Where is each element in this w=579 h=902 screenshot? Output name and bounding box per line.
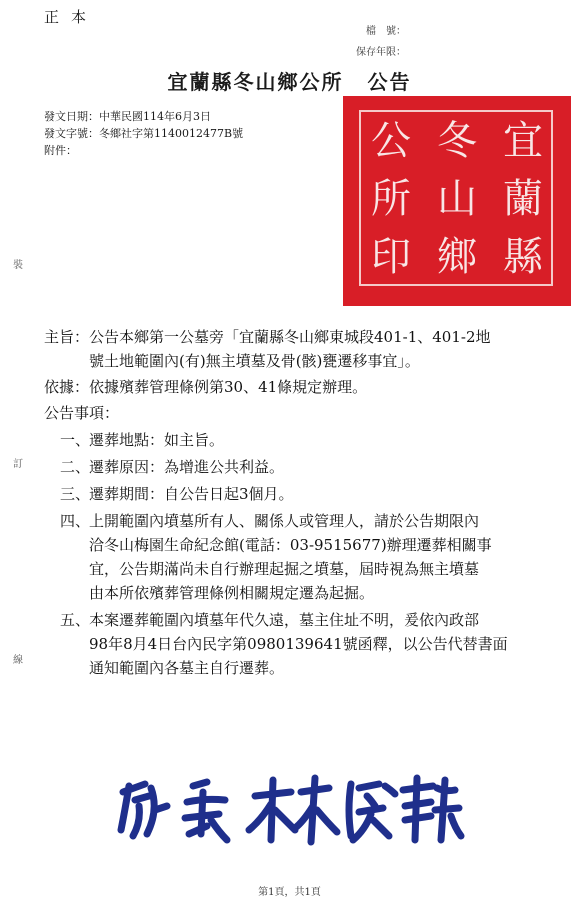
document-type: 公告 xyxy=(367,70,412,94)
basis-text: 依據殯葬管理條例第30、41條規定辦理。 xyxy=(89,378,368,396)
item-line: 由本所依殯葬管理條例相關規定遷為起掘。 xyxy=(89,584,375,602)
seal-char: 印 xyxy=(371,234,411,280)
item-number: 三、 xyxy=(60,485,91,503)
seal-char: 縣 xyxy=(503,234,543,280)
item-line: 遷葬地點：如主旨。 xyxy=(89,431,225,449)
item-line: 遷葬原因：為增進公共利益。 xyxy=(89,458,285,476)
seal-char: 鄉 xyxy=(437,234,477,280)
attachment-label: 附件： xyxy=(44,144,77,157)
retention-period-label: 保存年限： xyxy=(356,47,406,58)
seal-char: 宜 xyxy=(503,118,543,164)
item-number: 四、 xyxy=(60,512,91,530)
seal-border xyxy=(359,110,553,286)
binding-mark: 裝 xyxy=(13,260,23,271)
binding-mark: 線 xyxy=(13,655,23,666)
subject-line: 號土地範圍內(有)無主墳墓及骨(骸)甕遷移事宜」。 xyxy=(89,352,420,370)
item-number: 一、 xyxy=(60,431,91,449)
item-line: 宜，公告期滿尚未自行辦理起掘之墳墓，屆時視為無主墳墓 xyxy=(89,560,480,578)
item-number: 五、 xyxy=(60,611,91,629)
items-heading: 公告事項： xyxy=(44,404,120,422)
subject-label: 主旨： xyxy=(44,328,90,346)
issue-date: 發文日期：中華民國114年6月3日 xyxy=(44,110,211,123)
item-line: 本案遷葬範圍內墳墓年代久遠，墓主住址不明，爰依內政部 xyxy=(89,611,480,629)
official-seal xyxy=(343,96,571,306)
document-title xyxy=(0,66,579,95)
item-line: 上開範圍內墳墓所有人、關係人或管理人，請於公告期限內 xyxy=(89,512,480,530)
item-line: 通知範圍內各墓主自行遷葬。 xyxy=(89,659,285,677)
item-line: 遷葬期間：自公告日起3個月。 xyxy=(89,485,294,503)
seal-char: 公 xyxy=(371,118,411,164)
document-number: 發文字號：冬鄉社字第1140012477B號 xyxy=(44,127,244,140)
file-number-label: 檔 號： xyxy=(366,26,406,37)
binding-mark: 訂 xyxy=(13,459,23,470)
seal-char: 冬 xyxy=(437,118,477,164)
seal-char: 所 xyxy=(371,176,411,222)
page-number: 第1頁，共1頁 xyxy=(258,887,321,898)
item-line: 洽冬山梅園生命紀念館(電話：03-9515677)辦理遷葬相關事 xyxy=(89,536,492,554)
item-line: 98年8月4日台內民字第0980139641號函釋，以公告代替書面 xyxy=(89,635,508,653)
seal-char: 山 xyxy=(437,176,477,222)
mayor-signature xyxy=(115,770,465,850)
basis-label: 依據： xyxy=(44,378,90,396)
copy-mark: 正本 xyxy=(44,8,99,26)
issuing-org: 宜蘭縣冬山鄉公所 xyxy=(167,70,344,94)
item-number: 二、 xyxy=(60,458,91,476)
subject-line: 公告本鄉第一公墓旁「宜蘭縣冬山鄉東城段401-1、401-2地 xyxy=(89,328,491,346)
seal-char: 蘭 xyxy=(503,176,543,222)
